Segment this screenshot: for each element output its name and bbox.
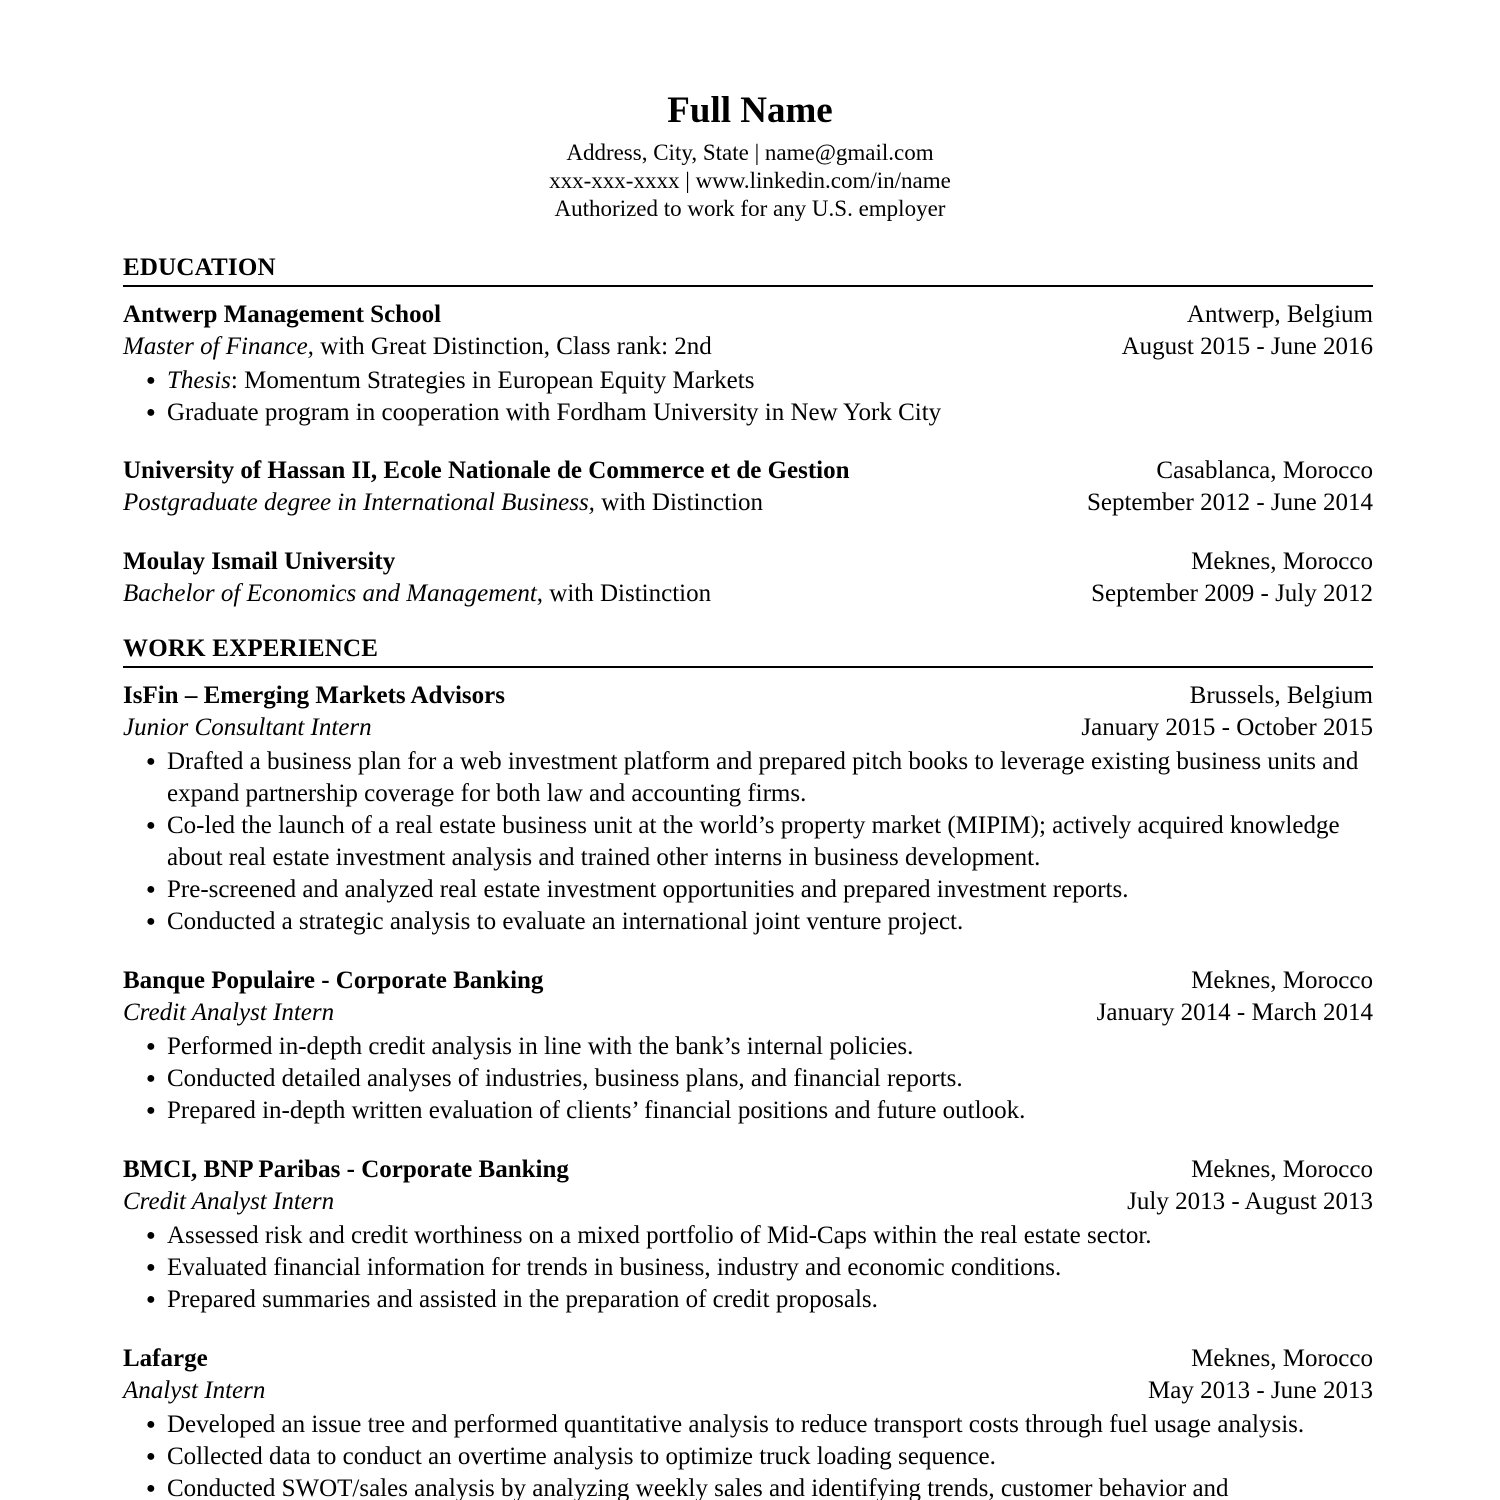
education-entry bbox=[123, 546, 1373, 610]
degree: Bachelor of Economics and Management, with Distinction bbox=[123, 580, 712, 607]
bullet-icon: ● bbox=[146, 372, 156, 389]
job-title: Junior Consultant Intern bbox=[123, 714, 372, 741]
bullet-icon: ● bbox=[146, 1102, 156, 1119]
bullet-icon: ● bbox=[146, 913, 156, 930]
resume-header bbox=[0, 88, 1500, 223]
bullet-icon: ● bbox=[146, 881, 156, 898]
job-title: Credit Analyst Intern bbox=[123, 1188, 335, 1215]
school-name: Moulay Ismail University bbox=[123, 548, 396, 575]
job-title: Credit Analyst Intern bbox=[123, 999, 335, 1026]
education-entry bbox=[123, 299, 1373, 429]
list-item: ● Co-led the launch of a real estate business unit at the world’s property market (MIPIM); actively acquired knowledge about real estate investment analysis and trained other interns in business development. bbox=[146, 812, 1340, 871]
school-name: Antwerp Management School bbox=[123, 301, 442, 328]
job-dates: January 2014 - March 2014 bbox=[1096, 999, 1373, 1026]
bullet-icon: ● bbox=[146, 817, 156, 834]
resume-body bbox=[123, 251, 1373, 1500]
school-location: Meknes, Morocco bbox=[1191, 548, 1373, 575]
full-name: Full Name bbox=[667, 90, 833, 131]
bullet-icon: ● bbox=[146, 404, 156, 421]
work-entry bbox=[123, 1343, 1373, 1500]
list-item: ● Prepared summaries and assisted in the preparation of credit proposals. bbox=[123, 1284, 1373, 1316]
degree: Postgraduate degree in International Business, with Distinction bbox=[123, 489, 763, 516]
school-location: Antwerp, Belgium bbox=[1186, 301, 1373, 328]
company-location: Meknes, Morocco bbox=[1191, 967, 1373, 994]
company-location: Meknes, Morocco bbox=[1191, 1345, 1373, 1372]
education-dates: September 2009 - July 2012 bbox=[1091, 580, 1373, 607]
school-name: University of Hassan II, Ecole Nationale de Commerce et de Gestion bbox=[123, 457, 850, 484]
work-authorization: Authorized to work for any U.S. employer bbox=[554, 196, 946, 221]
bullet-icon: ● bbox=[146, 753, 156, 770]
education-dates: August 2015 - June 2016 bbox=[1121, 333, 1373, 360]
work-entry bbox=[123, 680, 1373, 938]
list-item: ● Collected data to conduct an overtime analysis to optimize truck loading sequence. bbox=[123, 1441, 1373, 1473]
education-heading: EDUCATION bbox=[123, 251, 1373, 287]
bullet-icon: ● bbox=[146, 1448, 156, 1465]
bullet-icon: ● bbox=[146, 1259, 156, 1276]
work-experience-heading: WORK EXPERIENCE bbox=[123, 632, 1373, 668]
list-item: ● Thesis: Momentum Strategies in European Equity Markets bbox=[123, 365, 1373, 397]
bullet-icon: ● bbox=[146, 1227, 156, 1244]
company-name: Banque Populaire - Corporate Banking bbox=[123, 967, 544, 994]
company-location: Brussels, Belgium bbox=[1189, 682, 1373, 709]
job-bullets bbox=[123, 1031, 1373, 1127]
company-name: BMCI, BNP Paribas - Corporate Banking bbox=[123, 1156, 569, 1183]
job-title: Analyst Intern bbox=[123, 1377, 266, 1404]
work-entry bbox=[123, 965, 1373, 1127]
work-entry bbox=[123, 1154, 1373, 1316]
bullet-icon: ● bbox=[146, 1070, 156, 1087]
contact-address-email: Address, City, State | name@gmail.com bbox=[566, 140, 934, 165]
job-dates: July 2013 - August 2013 bbox=[1127, 1188, 1373, 1215]
list-item: ● Conducted SWOT/sales analysis by analyzing weekly sales and identifying trends, customer behavior and bbox=[123, 1473, 1373, 1500]
list-item: ● Conducted detailed analyses of industries, business plans, and financial reports. bbox=[123, 1063, 1373, 1095]
list-item: ● Assessed risk and credit worthiness on a mixed portfolio of Mid-Caps within the real estate sector. bbox=[123, 1220, 1373, 1252]
list-item: ● Developed an issue tree and performed quantitative analysis to reduce transport costs through fuel usage analysis. bbox=[123, 1409, 1373, 1441]
job-dates: January 2015 - October 2015 bbox=[1081, 714, 1373, 741]
list-item: ● Performed in-depth credit analysis in line with the bank’s internal policies. bbox=[123, 1031, 1373, 1063]
list-item: ● Evaluated financial information for trends in business, industry and economic conditions. bbox=[123, 1252, 1373, 1284]
education-section bbox=[123, 251, 1373, 610]
bullet-icon: ● bbox=[146, 1038, 156, 1055]
job-bullets bbox=[123, 746, 1373, 938]
school-location: Casablanca, Morocco bbox=[1156, 457, 1373, 484]
contact-phone-linkedin: xxx-xxx-xxxx | www.linkedin.com/in/name bbox=[549, 168, 951, 193]
list-item: ● Conducted a strategic analysis to evaluate an international joint venture project. bbox=[123, 906, 1373, 938]
education-bullets bbox=[123, 365, 1373, 429]
job-bullets bbox=[123, 1409, 1373, 1500]
list-item: ● Graduate program in cooperation with Fordham University in New York City bbox=[123, 397, 1373, 429]
list-item: ● Prepared in-depth written evaluation of clients’ financial positions and future outlook. bbox=[123, 1095, 1373, 1127]
degree: Master of Finance, with Great Distinction, Class rank: 2nd bbox=[123, 333, 712, 360]
work-experience-section bbox=[123, 632, 1373, 1500]
education-entry bbox=[123, 455, 1373, 519]
list-item: ● Pre-screened and analyzed real estate investment opportunities and prepared investment reports. bbox=[123, 874, 1373, 906]
job-dates: May 2013 - June 2013 bbox=[1148, 1377, 1373, 1404]
job-bullets bbox=[123, 1220, 1373, 1316]
list-item: ● Drafted a business plan for a web investment platform and prepared pitch books to leverage existing business units and expand partnership coverage for both law and accounting firms. bbox=[146, 748, 1359, 807]
bullet-icon: ● bbox=[146, 1480, 156, 1497]
company-location: Meknes, Morocco bbox=[1191, 1156, 1373, 1183]
bullet-icon: ● bbox=[146, 1291, 156, 1308]
education-dates: September 2012 - June 2014 bbox=[1086, 489, 1373, 516]
company-name: IsFin – Emerging Markets Advisors bbox=[123, 682, 505, 709]
bullet-icon: ● bbox=[146, 1416, 156, 1433]
company-name: Lafarge bbox=[123, 1345, 208, 1372]
